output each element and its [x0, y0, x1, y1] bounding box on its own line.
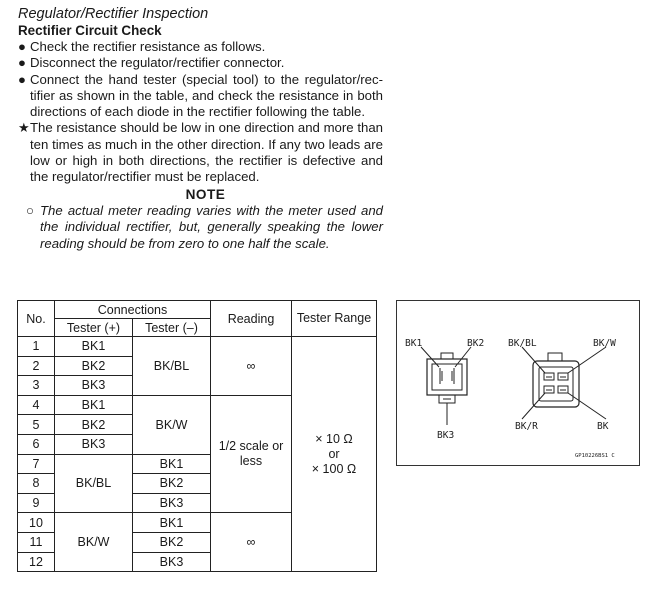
reading-infinity: ∞	[211, 513, 292, 572]
table-row: 1 BK1 BK/BL ∞ × 10 Ω or × 100 Ω	[18, 337, 377, 357]
note-title: NOTE	[185, 186, 226, 202]
label-bkbl: BK/BL	[508, 338, 537, 349]
header-connections: Connections	[55, 301, 211, 319]
header-tester-plus: Tester (+)	[55, 319, 133, 337]
sub-title: Rectifier Circuit Check	[18, 23, 162, 38]
header-reading: Reading	[211, 301, 292, 337]
header-tester-range: Tester Range	[292, 301, 377, 337]
bullet-dot-icon: ●	[18, 55, 26, 71]
bullet-dot-icon: ●	[18, 71, 26, 87]
left-connector-icon	[421, 347, 471, 425]
connector-diagram	[396, 300, 640, 466]
note-text: ○ The actual meter reading varies with the meter used and the individual rectifier, but, generally speaking the lower reading should be from zero to one half the scale.	[26, 202, 383, 251]
star-note: ★ The resistance should be low in one direction and more than ten times as much in the other direction. If any two leads are low or high in both directions, the rectifier is defective and the regulator/rectifier must be replaced.	[18, 120, 383, 185]
table-row: 3 BK3	[18, 376, 377, 396]
header-no: No.	[18, 301, 55, 337]
label-bk2: BK2	[467, 338, 485, 349]
table-row: 2 BK2	[18, 356, 377, 376]
right-connector-icon	[522, 347, 606, 419]
reading-half-scale: 1/2 scale or less	[211, 395, 292, 513]
table-row: 9 BK3	[18, 493, 377, 513]
figure-code: GP10226BS1 C	[575, 453, 615, 459]
table-row: 5 BK2	[18, 415, 377, 435]
section-title: Regulator/Rectifier Inspection	[18, 6, 209, 22]
label-bk1: BK1	[405, 338, 423, 349]
table-row: 6 BK3	[18, 434, 377, 454]
tester-range-cell: × 10 Ω or × 100 Ω	[292, 337, 377, 572]
label-bkr: BK/R	[515, 421, 538, 432]
rectifier-check-table	[17, 300, 377, 572]
table-row: 7 BK/BL BK1	[18, 454, 377, 474]
label-bk: BK	[597, 421, 609, 432]
instruction-text	[18, 6, 383, 252]
header-tester-minus: Tester (–)	[133, 319, 211, 337]
bullet-item: ● Disconnect the regulator/rectifier connector.	[18, 55, 285, 71]
table-row: 8 BK2	[18, 474, 377, 494]
bullet-item: ● Connect the hand tester (special tool) to the regulator/rec-tifier as shown in the table, and check the resistance in both directions of each diode in the rectifier following the table.	[18, 71, 383, 120]
table-row: 11 BK2	[18, 532, 377, 552]
label-bkw: BK/W	[593, 338, 616, 349]
reading-infinity: ∞	[211, 337, 292, 396]
bullet-item: ● Check the rectifier resistance as follows.	[18, 39, 266, 54]
bullet-dot-icon: ●	[18, 39, 26, 54]
table-row: 12 BK3	[18, 552, 377, 572]
table-row: 10 BK/W BK1 ∞	[18, 513, 377, 533]
star-icon: ★	[18, 120, 30, 136]
table-row: 4 BK1 BK/W 1/2 scale or less	[18, 395, 377, 415]
circle-bullet-icon: ○	[26, 202, 34, 218]
label-bk3: BK3	[437, 430, 455, 441]
